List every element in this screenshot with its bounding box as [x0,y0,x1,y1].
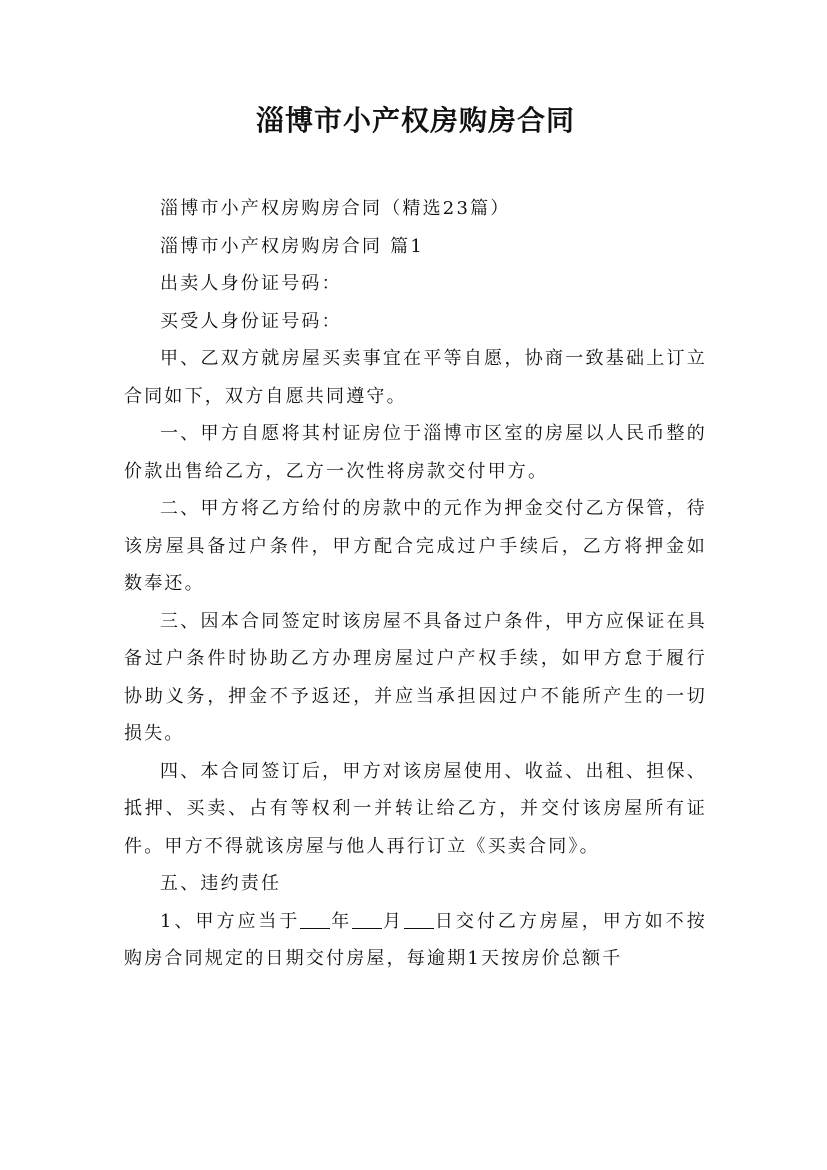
breach-item-1-start: 1、甲方应当于 [160,910,301,932]
paragraph-subtitle: 淄博市小产权房购房合同（精选23篇） [160,198,511,219]
paragraph-buyer-id: 买受人身份证号码： [160,310,342,332]
paragraph-clause-1: 一、甲方自愿将其村证房位于淄博市区室的房屋以人民币整的价款出售给乙方，乙方一次性将房款交付甲方。 [124,423,707,482]
paragraph-clause-3: 三、因本合同签定时该房屋不具备过户条件，甲方应保证在具备过户条件时协助乙方办理房屋过户产权手续，如甲方怠于履行协助义务，押金不予返还，并应当承担因过户不能所产生的一切损失。 [124,610,707,744]
blank-line [404,912,434,929]
paragraph-clause-4: 四、本合同签订后，甲方对该房屋使用、收益、出租、担保、抵押、买卖、占有等权利一并转让给乙方，并交付该房屋所有证件。甲方不得就该房屋与他人再行订立《买卖合同》。 [124,760,707,857]
breach-item-1-rest: 日交付乙方房屋，甲方如不按购房合同规定的日期交付房屋，每逾期1天按房价总额千 [124,910,707,969]
paragraph-section-heading: 淄博市小产权房购房合同 篇1 [160,235,424,257]
month-label: 月 [382,910,405,932]
paragraph-clause-2: 二、甲方将乙方给付的房款中的元作为押金交付乙方保管，待该房屋具备过户条件，甲方配合完成过户手续后，乙方将押金如数奉还。 [124,498,707,594]
paragraph-breach-item-1 [124,903,707,978]
year-label: 年 [330,910,353,932]
paragraph-clause-5-heading: 五、违约责任 [160,873,282,894]
blank-line [300,912,330,929]
paragraph-preamble: 甲、乙双方就房屋买卖事宜在平等自愿，协商一致基础上订立合同如下，双方自愿共同遵守。 [124,348,707,407]
document-title: 淄博市小产权房购房合同 [255,104,575,137]
blank-line [352,912,382,929]
paragraph-seller-id: 出卖人身份证号码： [160,273,342,294]
